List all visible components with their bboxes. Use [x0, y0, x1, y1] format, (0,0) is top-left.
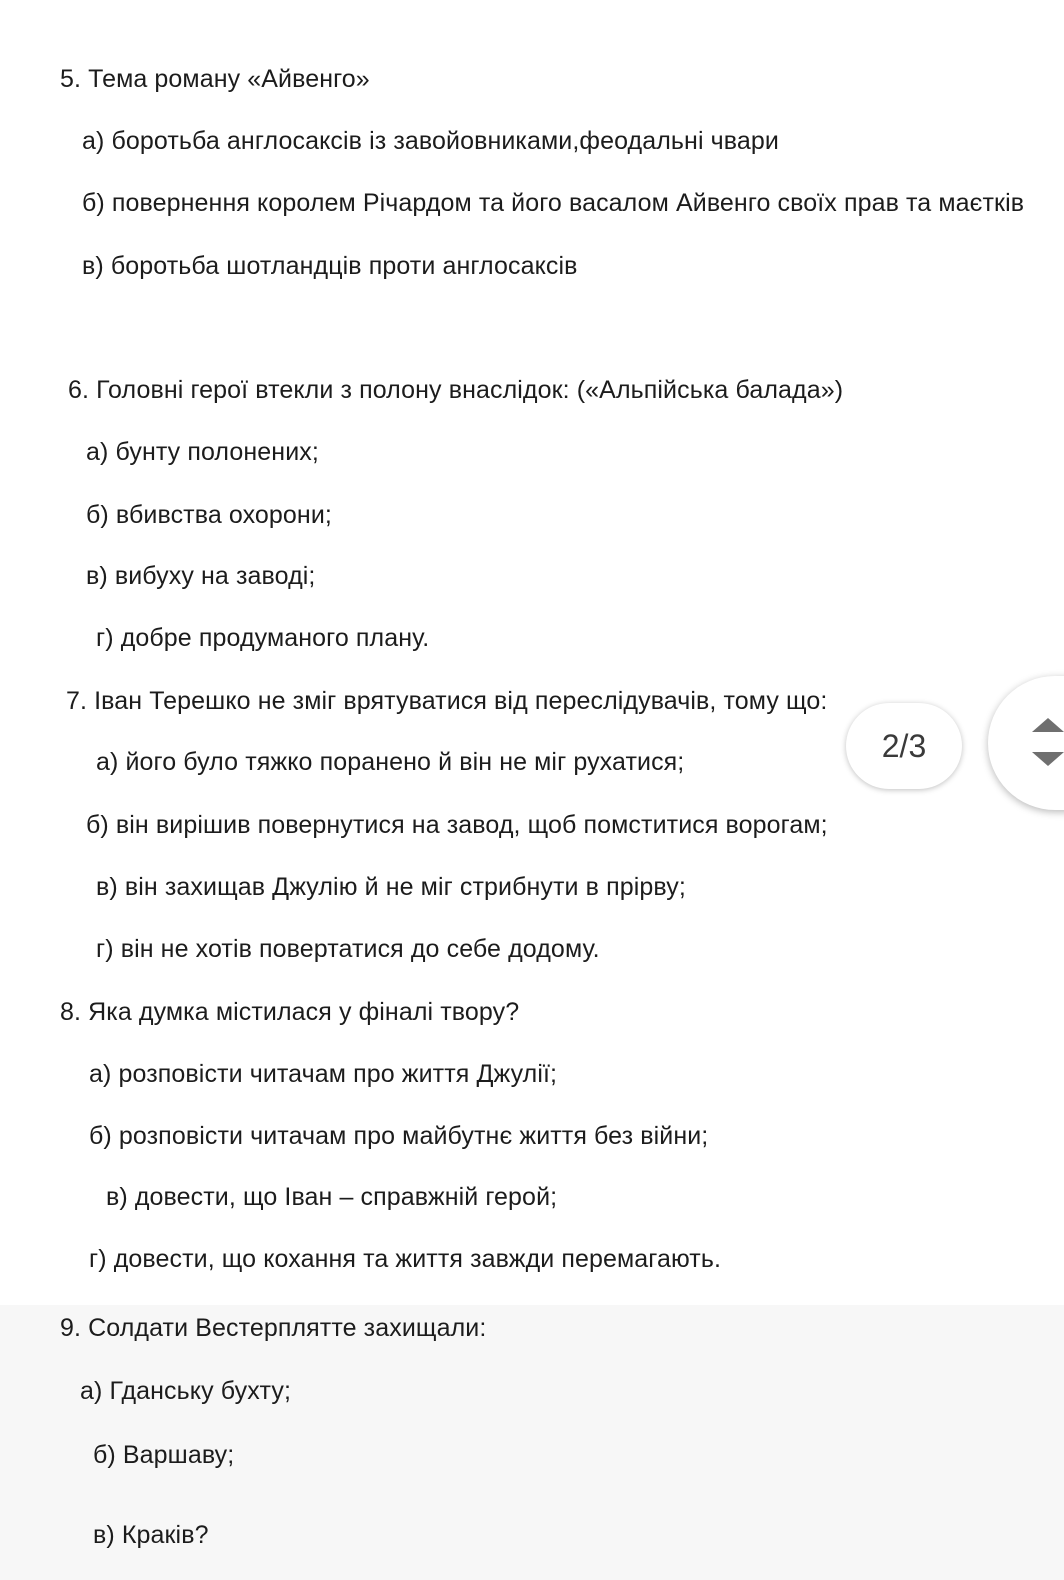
up-down-arrows-icon	[1031, 716, 1064, 770]
page-indicator	[846, 703, 962, 789]
question-8-option-g: г) довести, що кохання та життя завжди перемагають.	[89, 1245, 722, 1273]
question-6-option-b: б) вбивства охорони;	[86, 501, 332, 529]
question-7-option-v: в) він захищав Джулію й не міг стрибнути в прірву;	[96, 873, 686, 901]
question-9-option-a: а) Гданську бухту;	[80, 1377, 291, 1405]
question-7-option-a: а) його було тяжко поранено й він не міг рухатися;	[96, 748, 685, 776]
question-6-option-v: в) вибуху на заводі;	[86, 562, 316, 590]
question-9-option-b: б) Варшаву;	[93, 1441, 235, 1469]
question-8-option-b: б) розповісти читачам про майбутнє життя без війни;	[89, 1122, 709, 1150]
question-6-text: 6. Головні герої втекли з полону внаслідок: («Альпійська балада»)	[68, 376, 844, 404]
page-indicator-text: 2/3	[881, 727, 927, 764]
question-7-option-b: б) він вирішив повернутися на завод, щоб помститися ворогам;	[86, 811, 828, 839]
question-6-option-a: а) бунту полонених;	[86, 438, 319, 466]
question-7-text: 7. Іван Терешко не зміг врятуватися від переслідувачів, тому що:	[66, 687, 828, 715]
question-9-text: 9. Солдати Вестерплятте захищали:	[60, 1314, 487, 1342]
question-7-option-g: г) він не хотів повертатися до себе додому.	[96, 935, 600, 963]
question-8-option-v: в) довести, що Іван – справжній герой;	[106, 1183, 558, 1211]
question-6-option-g: г) добре продуманого плану.	[96, 624, 430, 652]
question-5-text: 5. Тема роману «Айвенго»	[60, 65, 370, 93]
question-8-option-a: а) розповісти читачам про життя Джулії;	[89, 1060, 558, 1088]
question-5-option-a: а) боротьба англосаксів із завойовниками,феодальні чвари	[82, 127, 779, 155]
question-9-option-v: в) Краків?	[93, 1521, 209, 1549]
question-8-text: 8. Яка думка містилася у фіналі твору?	[60, 998, 520, 1026]
question-5-option-v: в) боротьба шотландців проти англосаксів	[82, 252, 578, 280]
question-5-option-b: б) повернення королем Річардом та його васалом Айвенго своїх прав та маєтків	[82, 189, 1025, 217]
scroll-control[interactable]	[988, 676, 1064, 810]
